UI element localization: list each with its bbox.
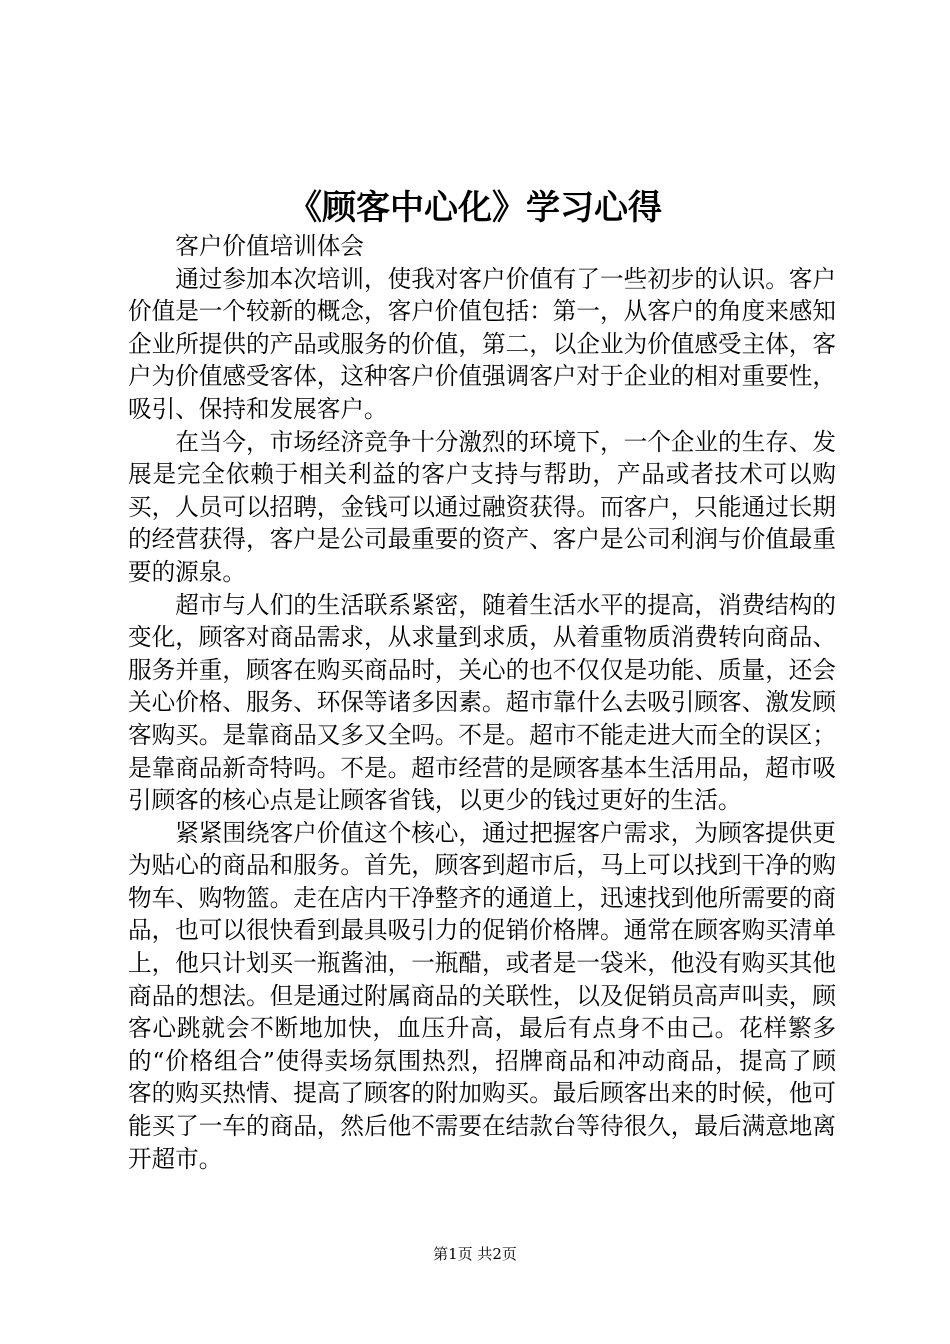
document-body [128, 230, 836, 1175]
page-footer [0, 1244, 950, 1264]
paragraph: 通过参加本次培训，使我对客户价值有了一些初步的认识。客户价值是一个较新的概念，客户价值包括：第一，从客户的角度来感知企业所提供的产品或服务的价值，第二，以企业为价值感受主体，客户为价值感受客体，这种客户价值强调客户对于企业的相对重要性，吸引、保持和发展客户。 [128, 264, 836, 423]
page-indicator: 第1页 共2页 [433, 1245, 517, 1263]
paragraph-subtitle: 客户价值培训体会 [175, 232, 364, 260]
paragraph: 紧紧围绕客户价值这个核心，通过把握客户需求，为顾客提供更为贴心的商品和服务。首先，顾客到超市后，马上可以找到干净的购物车、购物篮。走在店内干净整齐的通道上，迅速找到他所需要的商品，也可以很快看到最具吸引力的促销价格牌。通常在顾客购买清单上，他只计划买一瓶酱油，一瓶醋，或者是一袋米，他没有购买其他商品的想法。但是通过附属商品的关联性，以及促销员高声叫卖，顾客心跳就会不断地加快，血压升高，最后有点身不由己。花样繁多的“价格组合”使得卖场氛围热烈，招牌商品和冲动商品，提高了顾客的购买热情、提高了顾客的附加购买。最后顾客出来的时候，他可能买了一车的商品，然后他不需要在结款台等待很久，最后满意地离开超市。 [128, 818, 836, 1173]
paragraph: 超市与人们的生活联系紧密，随着生活水平的提高，消费结构的变化，顾客对商品需求，从求量到求质，从着重物质消费转向商品、服务并重，顾客在购买商品时，关心的也不仅仅是功能、质量，还会关心价格、服务、环保等诸多因素。超市靠什么去吸引顾客、激发顾客购买。是靠商品又多又全吗。不是。超市不能走进大而全的误区；是靠商品新奇特吗。不是。超市经营的是顾客基本生活用品，超市吸引顾客的核心点是让顾客省钱，以更少的钱过更好的生活。 [128, 590, 836, 815]
paragraph: 在当今，市场经济竞争十分激烈的环境下，一个企业的生存、发展是完全依赖于相关利益的客户支持与帮助，产品或者技术可以购买，人员可以招聘，金钱可以通过融资获得。而客户，只能通过长期的经营获得，客户是公司最重要的资产、客户是公司利润与价值最重要的源泉。 [128, 427, 836, 586]
document-title: 《顾客中心化》学习心得 [288, 188, 662, 228]
